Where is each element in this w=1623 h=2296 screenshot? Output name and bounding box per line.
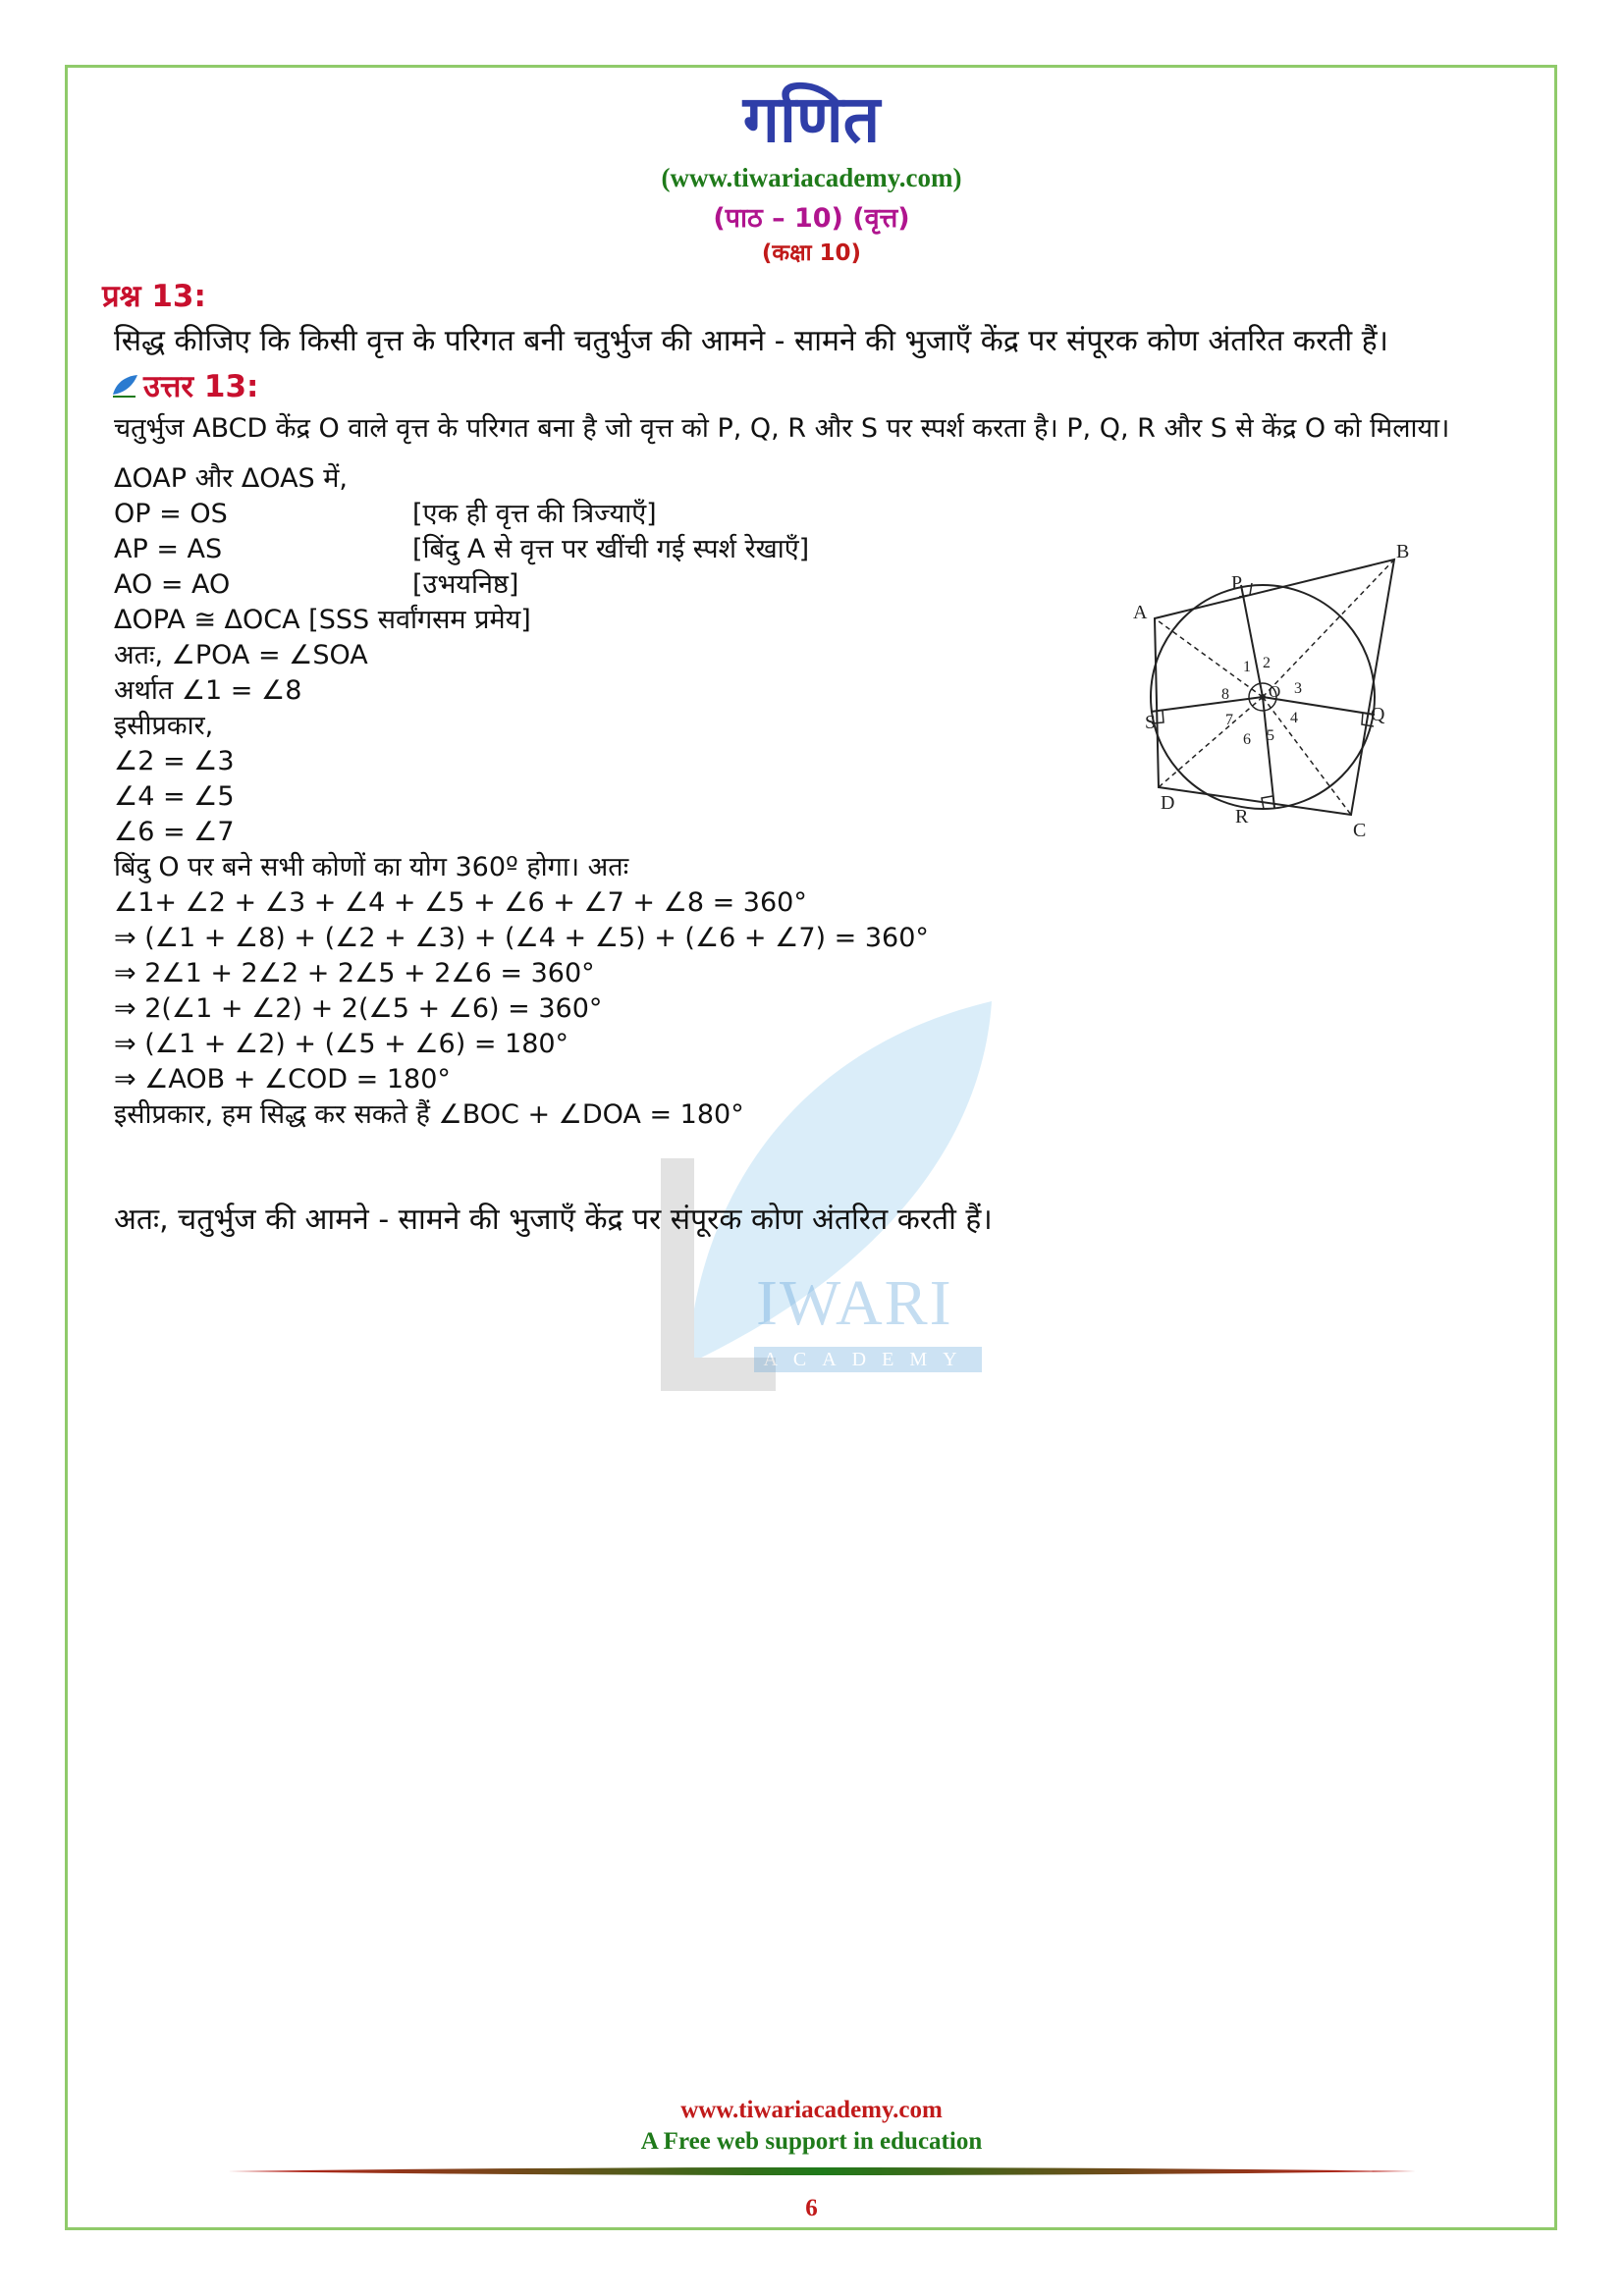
proof-line: इसीप्रकार, हम सिद्ध कर सकते हैं ∠BOC + ∠DOA = 180°: [114, 1099, 744, 1130]
proof-reason: [एक ही वृत्त की त्रिज्याएँ]: [412, 499, 657, 529]
tangent-point-label: P: [1231, 572, 1243, 594]
angle-label: 2: [1263, 655, 1271, 671]
vertex-label: B: [1396, 541, 1410, 562]
proof-line: ∠4 = ∠5: [114, 781, 235, 812]
proof-line: ΔOAP और ΔOAS में,: [114, 463, 348, 494]
footer-website-link[interactable]: www.tiwariacademy.com: [680, 2097, 943, 2123]
quadrilateral-circle-diagram: [1119, 538, 1434, 852]
angle-label: 5: [1267, 727, 1274, 744]
proof-line: ⇒ ∠AOB + ∠COD = 180°: [114, 1064, 451, 1095]
proof-line: ⇒ (∠1 + ∠8) + (∠2 + ∠3) + (∠4 + ∠5) + (∠6 + ∠7) = 360°: [114, 923, 929, 953]
watermark-subtext: ACADEMY: [754, 1347, 982, 1372]
question-text: सिद्ध कीजिए कि किसी वृत्त के परिगत बनी चतुर्भुज की आमने - सामने की भुजाएँ केंद्र पर संपूरक कोण अंतरित करती हैं।: [114, 324, 1389, 358]
angle-label: 6: [1243, 731, 1251, 748]
proof-line: बिंदु O पर बने सभी कोणों का योग 360º होगा। अतः: [114, 852, 629, 882]
leaf-logo-icon: [110, 373, 139, 399]
angle-label: 4: [1290, 710, 1298, 726]
proof-line: ⇒ (∠1 + ∠2) + (∠5 + ∠6) = 180°: [114, 1029, 569, 1059]
angle-label: 7: [1225, 712, 1233, 728]
proof-line: ∠1+ ∠2 + ∠3 + ∠4 + ∠5 + ∠6 + ∠7 + ∠8 = 360°: [114, 887, 807, 918]
proof-line: ⇒ 2∠1 + 2∠2 + 2∠5 + 2∠6 = 360°: [114, 958, 595, 988]
vertex-label: D: [1161, 792, 1175, 814]
proof-conclusion: अतः, चतुर्भुज की आमने - सामने की भुजाएँ केंद्र पर संपूरक कोण अंतरित करती हैं।: [114, 1202, 993, 1237]
proof-steps: [114, 461, 1096, 1133]
answer-heading: [110, 365, 258, 406]
page-number: 6: [805, 2195, 818, 2221]
proof-line: ∠2 = ∠3: [114, 746, 235, 776]
tangent-point-label: Q: [1371, 704, 1385, 725]
question-label: प्रश्न 13:: [102, 279, 206, 314]
proof-line: AP = AS [बिंदु A से वृत्त पर खींची गई स्पर्श रेखाएँ]: [114, 532, 1096, 567]
answer-label: उत्तर 13:: [143, 369, 259, 404]
proof-line: ∠6 = ∠7: [114, 817, 235, 847]
watermark-text: IWARI: [756, 1267, 953, 1339]
proof-line: ΔOPA ≅ ΔOCA [SSS सर्वांगसम प्रमेय]: [114, 605, 531, 635]
tangent-point-label: R: [1235, 806, 1249, 828]
chapter-label: (पाठ – 10) (वृत्त): [713, 203, 910, 234]
proof-line: अर्थात ∠1 = ∠8: [114, 675, 302, 706]
vertex-label: C: [1353, 820, 1367, 841]
footer-tagline: A Free web support in education: [640, 2128, 983, 2155]
grade-label: (कक्षा 10): [761, 240, 862, 266]
proof-reason: [बिंदु A से वृत्त पर खींची गई स्पर्श रेखाएँ]: [412, 534, 810, 564]
center-label: O: [1269, 682, 1281, 701]
footer-divider: [228, 2163, 1416, 2179]
tangent-point-label: S: [1145, 712, 1157, 733]
answer-intro: चतुर्भुज ABCD केंद्र O वाले वृत्त के परिगत बना है जो वृत्त को P, Q, R और S पर स्पर्श करता है। P, Q, R और S से केंद्र O को मिलाया।: [114, 413, 1450, 444]
proof-line: ⇒ 2(∠1 + ∠2) + 2(∠5 + ∠6) = 360°: [114, 993, 603, 1024]
page-title: गणित: [742, 81, 881, 157]
proof-line: AO = AO [उभयनिष्ठ]: [114, 567, 1096, 603]
angle-label: 8: [1221, 686, 1229, 703]
proof-line: OP = OS [एक ही वृत्त की त्रिज्याएँ]: [114, 497, 1096, 532]
proof-line: अतः, ∠POA = ∠SOA: [114, 640, 368, 670]
proof-line: इसीप्रकार,: [114, 711, 214, 741]
angle-label: 1: [1243, 659, 1251, 675]
website-link[interactable]: (www.tiwariacademy.com): [661, 163, 962, 192]
vertex-label: A: [1133, 602, 1148, 623]
proof-reason: [उभयनिष्ठ]: [412, 569, 519, 600]
angle-label: 3: [1294, 680, 1302, 697]
